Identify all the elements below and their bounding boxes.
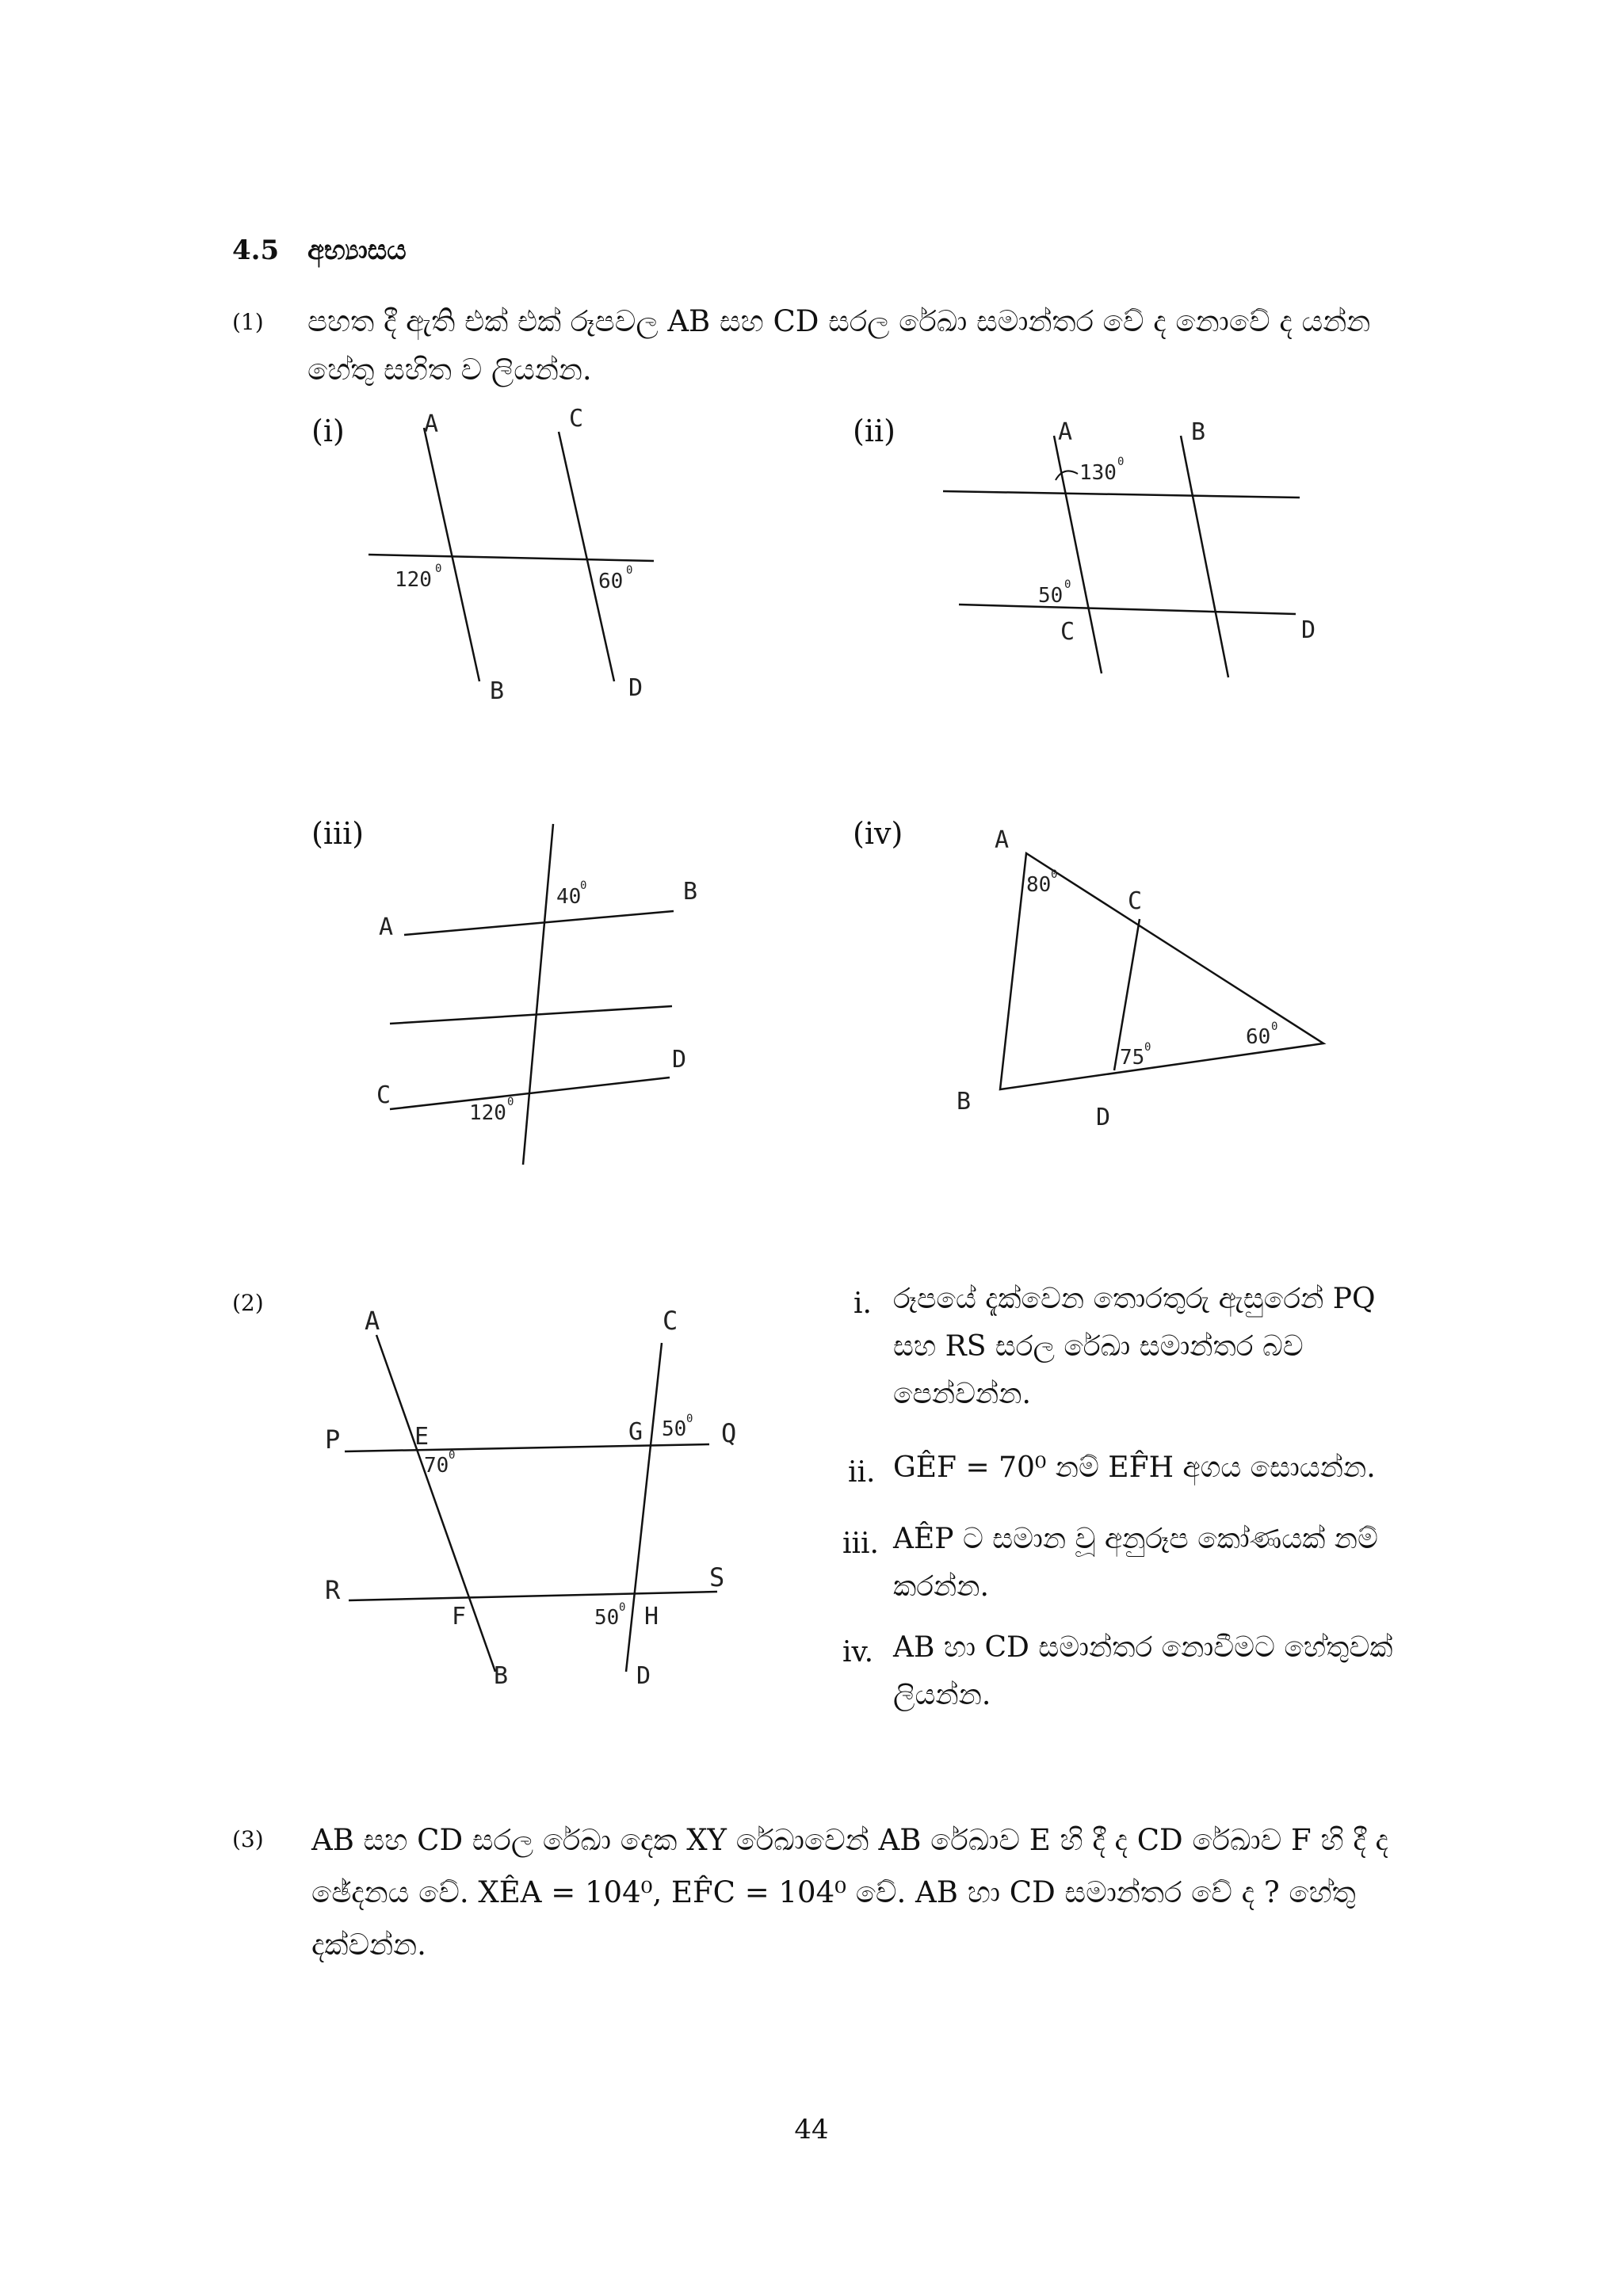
point-b-label: B <box>490 677 505 705</box>
transversal-lower <box>959 605 1296 614</box>
degree-sup: 0 <box>435 563 442 575</box>
transversal-upper <box>943 491 1300 498</box>
point-b-label: B <box>957 1088 972 1116</box>
question-1-text: පහත දී ඇති එක් එක් රූපවල AB සහ CD සරල රේඛා සමාන්තර වේ ද නොවේ ද යන්න හේතු සහිත ව ලියන්න. <box>307 304 1371 387</box>
part-ii-text: GÊF = 70⁰ නම් EF̂H අගය සොයන්න. <box>893 1451 1376 1484</box>
degree-sup: 0 <box>1271 1020 1278 1033</box>
point-b-label: B <box>494 1662 509 1690</box>
point-d-label: D <box>1300 616 1316 644</box>
point-f-label: F <box>452 1603 467 1630</box>
question-3-text: AB සහ CD සරල රේඛා දෙක XY රේඛාවෙන් AB රේඛාව E හි දී ද CD රේඛාව F හි දී ද ඡේදනය වේ. XÊA = 104⁰, EF̂C = 104⁰ වේ. AB හා CD සමාන්තර වේ ද ? හේතු දක්වන්න. <box>311 1823 1388 1962</box>
line-rs <box>349 1592 717 1600</box>
point-c-label: C <box>376 1081 391 1109</box>
degree-sup: 0 <box>580 879 587 892</box>
middle-line <box>390 1006 672 1024</box>
degree-sup: 0 <box>1144 1041 1151 1054</box>
point-a-label: A <box>1058 418 1073 446</box>
angle-80-label: 80 <box>1026 873 1052 897</box>
degree-sup: 0 <box>619 1601 626 1614</box>
figure-ii-label: (ii) <box>853 414 896 448</box>
degree-sup: 0 <box>626 564 633 577</box>
point-c-label: C <box>1128 887 1143 915</box>
section-title: අභ්‍යාසය <box>307 235 407 266</box>
angle-120-label: 120 <box>395 568 432 592</box>
line-ab <box>424 428 479 681</box>
point-e-label: E <box>414 1423 430 1451</box>
angle-50-label: 50 <box>1038 584 1064 608</box>
point-c-label: C <box>1060 618 1075 646</box>
point-g-label: G <box>628 1418 643 1446</box>
section-number: 4.5 <box>232 235 280 266</box>
degree-sup: 0 <box>686 1413 693 1425</box>
angle-40-label: 40 <box>556 885 582 909</box>
angle-130-label: 130 <box>1079 461 1117 485</box>
part-i-number: i. <box>854 1287 872 1320</box>
question-2-number: (2) <box>232 1290 264 1316</box>
figure-iv-label: (iv) <box>853 816 903 851</box>
point-p-label: P <box>325 1425 341 1455</box>
point-q-label: Q <box>721 1418 737 1448</box>
point-a-label: A <box>365 1306 380 1336</box>
line-ab <box>376 1335 495 1672</box>
point-d-label: D <box>636 1662 651 1690</box>
point-a-label: A <box>995 826 1010 854</box>
point-r-label: R <box>325 1575 341 1605</box>
point-b-label: B <box>683 878 698 906</box>
transversal <box>523 824 553 1165</box>
line-pq <box>345 1444 709 1451</box>
angle-50-upper-label: 50 <box>662 1417 687 1441</box>
figure-iv-diagram <box>935 820 1347 1145</box>
point-d-label: D <box>628 674 643 702</box>
point-a-label: A <box>424 410 439 438</box>
part-iv-text: AB හා CD සමාන්තර නොවීමට හේතුවක් ලියන්න. <box>893 1631 1393 1711</box>
line-ab <box>404 911 674 935</box>
point-c-label: C <box>663 1306 678 1336</box>
point-d-label: D <box>672 1046 687 1074</box>
line-bd <box>1181 436 1228 677</box>
figure-ii-diagram <box>927 412 1316 697</box>
question-3-number: (3) <box>232 1826 264 1852</box>
angle-60-label: 60 <box>598 570 624 593</box>
point-c-label: C <box>569 405 584 433</box>
part-iii-number: iii. <box>842 1527 879 1560</box>
angle-arc <box>1056 471 1078 480</box>
degree-sup: 0 <box>1064 578 1071 591</box>
point-h-label: H <box>644 1603 659 1630</box>
question-1-number: (1) <box>232 309 264 335</box>
figure-iii-label: (iii) <box>311 816 365 851</box>
degree-sup: 0 <box>507 1096 514 1108</box>
angle-50-lower-label: 50 <box>594 1606 620 1630</box>
transversal <box>369 555 654 561</box>
angle-60-label: 60 <box>1246 1025 1271 1049</box>
point-d-label: D <box>1096 1104 1111 1131</box>
point-b-label: B <box>1191 418 1206 446</box>
part-i-text: රූපයේ දැක්වෙන තොරතුරු ඇසුරෙන් PQ සහ RS සරල රේඛා සමාන්තර බව පෙන්වන්න. <box>893 1283 1376 1410</box>
page-number: 44 <box>794 2114 829 2145</box>
angle-75-label: 75 <box>1120 1046 1145 1070</box>
part-ii-number: ii. <box>848 1456 876 1489</box>
figure-i-label: (i) <box>311 414 345 448</box>
part-iv-number: iv. <box>842 1636 874 1669</box>
degree-sup: 0 <box>1051 868 1058 881</box>
line-cd <box>559 432 614 681</box>
degree-sup: 0 <box>449 1449 456 1462</box>
part-iii-text: AÊP ට සමාන වූ අනුරූප කෝණයක් නම් කරන්න. <box>893 1523 1378 1603</box>
degree-sup: 0 <box>1117 456 1125 468</box>
figure-iii-diagram <box>372 816 705 1173</box>
angle-70-label: 70 <box>424 1454 449 1478</box>
question-2-diagram <box>317 1299 761 1695</box>
figure-i-diagram <box>349 396 682 721</box>
angle-120-label: 120 <box>469 1101 506 1125</box>
point-a-label: A <box>379 913 394 941</box>
point-s-label: S <box>709 1562 725 1592</box>
